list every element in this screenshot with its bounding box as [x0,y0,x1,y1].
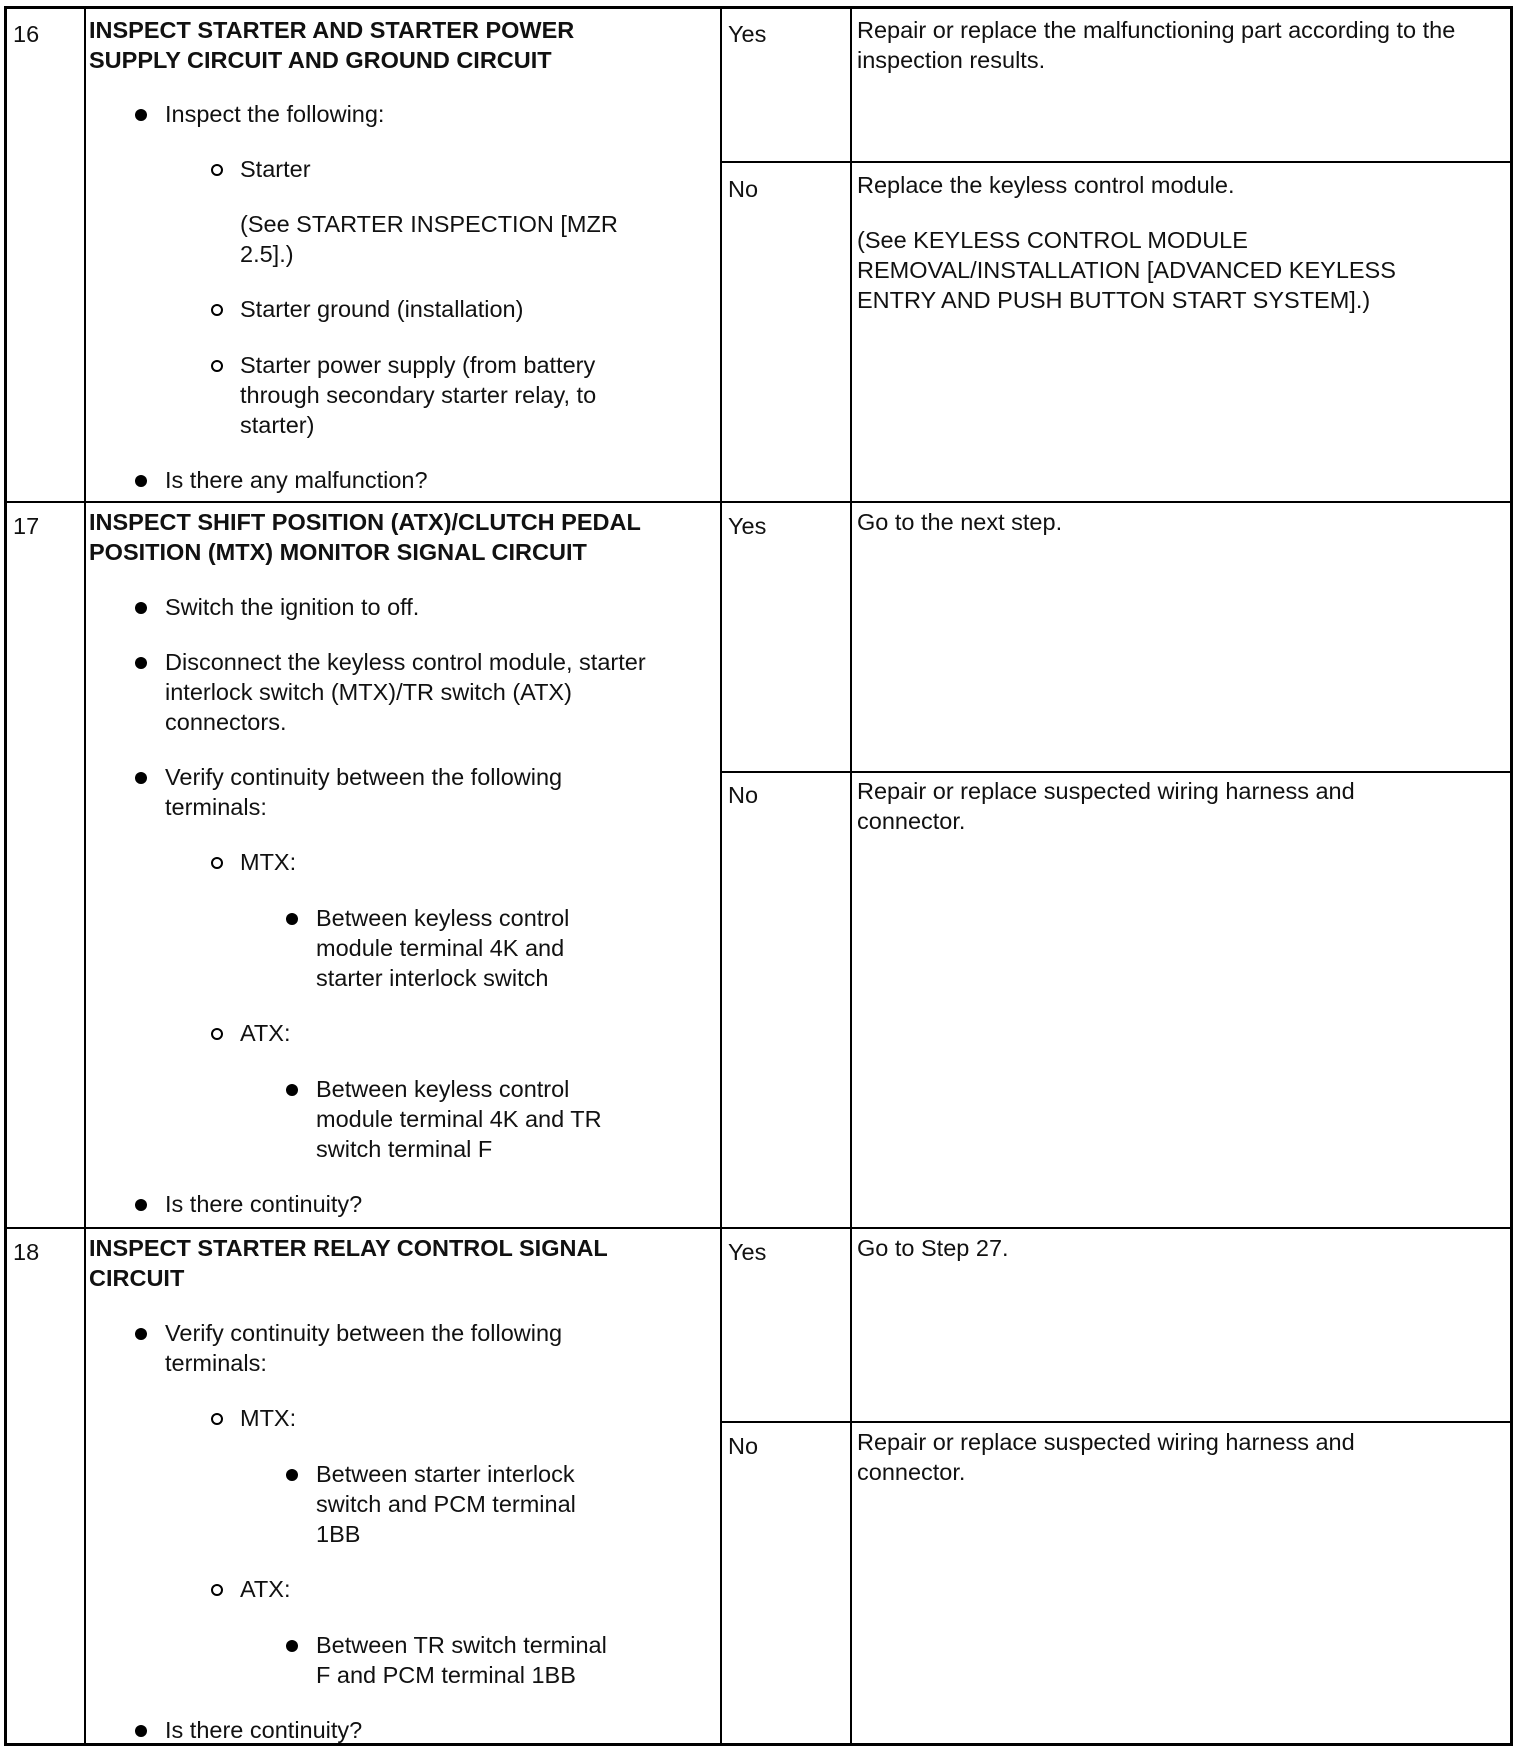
result-line: (See KEYLESS CONTROL MODULE [857,227,1248,253]
row-divider [7,501,1510,503]
list-item: connectors. [165,709,287,735]
circle-bullet-icon [211,1028,223,1040]
list-item: switch and PCM terminal [316,1491,576,1517]
list-item: ATX: [240,1020,291,1046]
answer-no: No [728,176,759,202]
result-line: connector. [857,808,966,834]
list-item: Switch the ignition to off. [165,594,420,620]
answer-yes: Yes [728,1239,767,1265]
bullet-icon [286,1084,298,1096]
answer-divider [720,161,1510,163]
step-title-line: INSPECT STARTER AND STARTER POWER [89,17,575,43]
list-item: terminals: [165,1350,267,1376]
column-divider [720,9,722,1743]
bullet-icon [135,1199,147,1211]
step-title-line: POSITION (MTX) MONITOR SIGNAL CIRCUIT [89,539,587,565]
list-item: ATX: [240,1576,291,1602]
troubleshooting-table [4,6,1513,1746]
bullet-icon [135,602,147,614]
column-divider [84,9,86,1743]
result-line: Go to the next step. [857,509,1063,535]
bullet-icon [135,475,147,487]
list-item: starter) [240,412,315,438]
step-title-line: INSPECT STARTER RELAY CONTROL SIGNAL [89,1235,608,1261]
question-text: Is there continuity? [165,1717,363,1743]
reference-text: (See STARTER INSPECTION [MZR [240,211,618,237]
list-item: through secondary starter relay, to [240,382,597,408]
list-item: Starter ground (installation) [240,296,524,322]
list-item: 1BB [316,1521,361,1547]
row-divider [7,1227,1510,1229]
list-item: terminals: [165,794,267,820]
bullet-icon [286,1469,298,1481]
list-item: Starter power supply (from battery [240,352,596,378]
bullet-icon [135,1328,147,1340]
circle-bullet-icon [211,164,223,176]
step-number: 18 [13,1239,40,1265]
question-text: Is there any malfunction? [165,467,428,493]
circle-bullet-icon [211,857,223,869]
bullet-icon [135,1725,147,1737]
list-item: Starter [240,156,311,182]
list-item: Verify continuity between the following [165,764,563,790]
answer-yes: Yes [728,513,767,539]
answer-divider [720,1421,1510,1423]
bullet-icon [135,109,147,121]
list-item: switch terminal F [316,1136,493,1162]
list-item: Between keyless control [316,1076,570,1102]
result-line: Repair or replace the malfunctioning part according to the [857,17,1456,43]
circle-bullet-icon [211,1584,223,1596]
step-title-line: SUPPLY CIRCUIT AND GROUND CIRCUIT [89,47,552,73]
step-number: 17 [13,513,40,539]
step-number: 16 [13,21,40,47]
result-line: Go to Step 27. [857,1235,1009,1261]
answer-divider [720,771,1510,773]
result-line: REMOVAL/INSTALLATION [ADVANCED KEYLESS [857,257,1396,283]
list-item: starter interlock switch [316,965,549,991]
list-item: interlock switch (MTX)/TR switch (ATX) [165,679,572,705]
list-item: Between TR switch terminal [316,1632,607,1658]
result-line: Repair or replace suspected wiring harness and [857,778,1355,804]
reference-text: 2.5].) [240,241,294,267]
bullet-icon [286,1640,298,1652]
step-action [89,15,719,501]
list-item: module terminal 4K and TR [316,1106,602,1132]
question-text: Is there continuity? [165,1191,363,1217]
answer-no: No [728,782,759,808]
list-item: module terminal 4K and [316,935,565,961]
column-divider [850,9,852,1743]
step-action [89,507,719,1225]
circle-bullet-icon [211,360,223,372]
list-item: MTX: [240,849,297,875]
step-title-line: CIRCUIT [89,1265,185,1291]
result-line: inspection results. [857,47,1046,73]
result-line: connector. [857,1459,966,1485]
list-item: Inspect the following: [165,101,385,127]
list-item: Between keyless control [316,905,570,931]
circle-bullet-icon [211,304,223,316]
result-line: Repair or replace suspected wiring harness and [857,1429,1355,1455]
step-action [89,1233,719,1743]
list-item: Between starter interlock [316,1461,575,1487]
list-item: Disconnect the keyless control module, starter [165,649,646,675]
list-item: Verify continuity between the following [165,1320,563,1346]
circle-bullet-icon [211,1413,223,1425]
bullet-icon [135,772,147,784]
list-item: F and PCM terminal 1BB [316,1662,576,1688]
result-line: ENTRY AND PUSH BUTTON START SYSTEM].) [857,287,1371,313]
answer-yes: Yes [728,21,767,47]
step-title-line: INSPECT SHIFT POSITION (ATX)/CLUTCH PEDAL [89,509,641,535]
list-item: MTX: [240,1405,297,1431]
answer-no: No [728,1433,759,1459]
result-line: Replace the keyless control module. [857,172,1235,198]
bullet-icon [286,913,298,925]
bullet-icon [135,657,147,669]
